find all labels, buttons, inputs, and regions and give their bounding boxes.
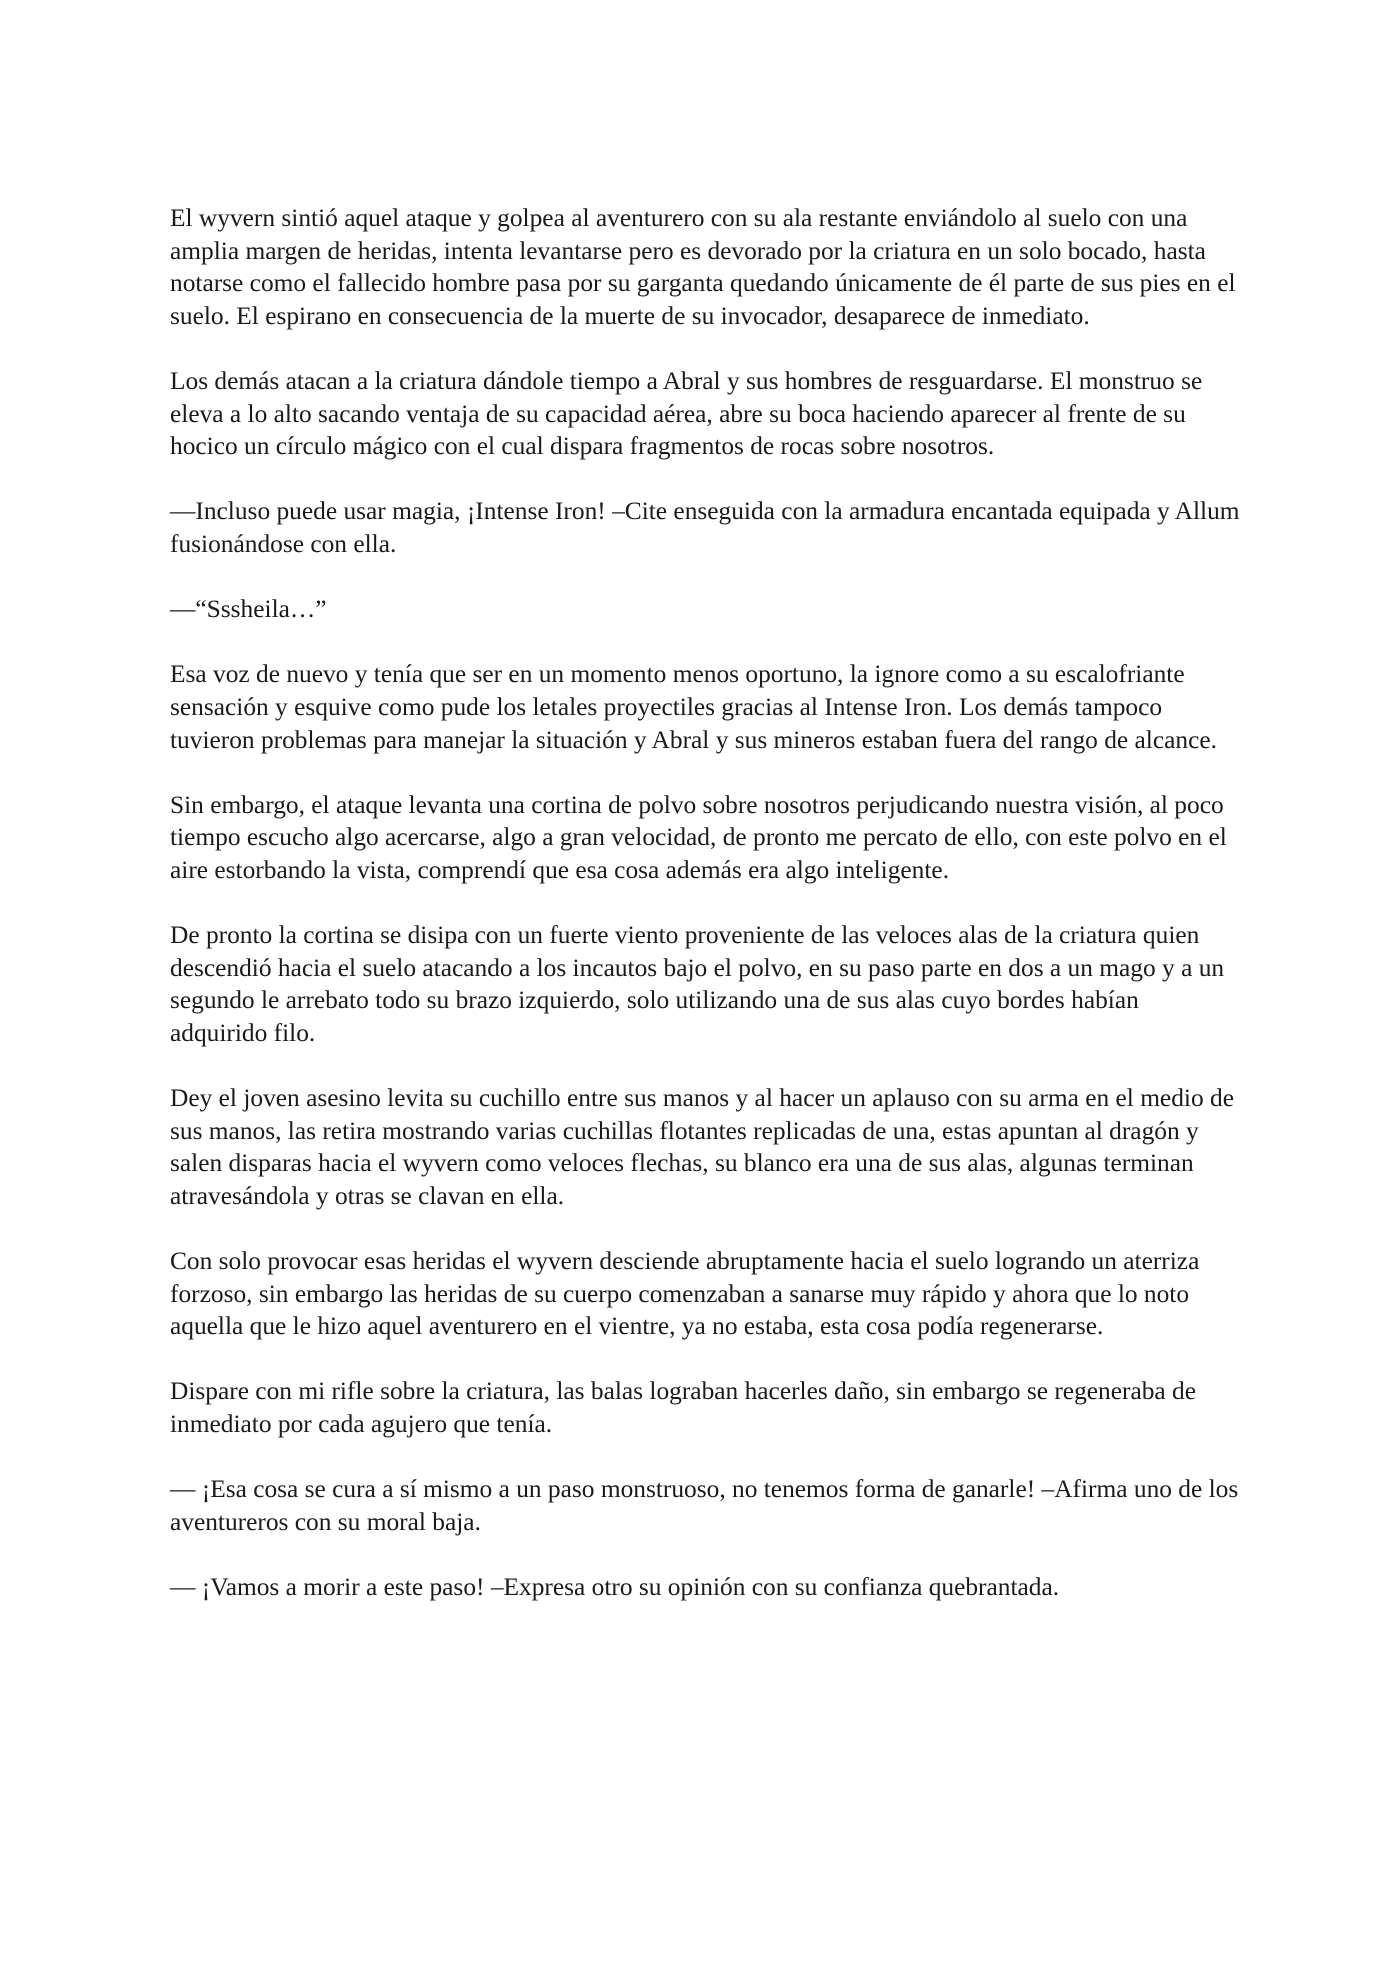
paragraph: De pronto la cortina se disipa con un fuerte viento proveniente de las veloces alas de la criatura quien descendió hacia el suelo atacando a los incautos bajo el polvo, en su paso parte en dos a un mago y a un segundo le arrebato todo su brazo izquierdo, solo utilizando una de sus alas cuyo bordes habían adquirido filo. xyxy=(170,921,1225,1047)
paragraph: Con solo provocar esas heridas el wyvern desciende abruptamente hacia el suelo logrando un aterriza forzoso, sin embargo las heridas de su cuerpo comenzaban a sanarse muy rápido y ahora que lo noto aquella que le hizo aquel aventurero en el vientre, ya no estaba, esta cosa podía regenerarse. xyxy=(170,1247,1200,1341)
paragraph: Sin embargo, el ataque levanta una cortina de polvo sobre nosotros perjudicando nuestra visión, al poco tiempo escucho algo acercarse, algo a gran velocidad, de pronto me percato de ello, con este polvo en el aire estorbando la vista, comprendí que esa cosa además era algo inteligente. xyxy=(170,790,1227,884)
dialogue-line: — ¡Esa cosa se cura a sí mismo a un paso monstruoso, no tenemos forma de ganarle! –Afirma uno de los aventureros con su moral baja. xyxy=(170,1475,1239,1536)
dialogue-line: —“Sssheila…” xyxy=(170,595,327,624)
paragraph: Los demás atacan a la criatura dándole tiempo a Abral y sus hombres de resguardarse. El monstruo se eleva a lo alto sacando ventaja de su capacidad aérea, abre su boca haciendo aparecer al frente de su hocico un círculo mágico con el cual dispara fragmentos de rocas sobre nosotros. xyxy=(170,366,1203,461)
dialogue-line: —Incluso puede usar magia, ¡Intense Iron! –Cite enseguida con la armadura encantada equipada y Allum fusionándose con ella. xyxy=(170,497,1240,558)
paragraph: Esa voz de nuevo y tenía que ser en un momento menos oportuno, la ignore como a su escalofriante sensación y esquive como pude los letales proyectiles gracias al Intense Iron. Los demás tampoco tuvieron problemas para manejar la situación y Abral y sus mineros estaban fuera del rango de alcance. xyxy=(170,660,1217,754)
dialogue-line: — ¡Vamos a morir a este paso! –Expresa otro su opinión con su confianza quebrantada. xyxy=(170,1572,1060,1601)
paragraph: El wyvern sintió aquel ataque y golpea al aventurero con su ala restante enviándolo al suelo con una amplia margen de heridas, intenta levantarse pero es devorado por la criatura en un solo bocado, hasta notarse como el fallecido hombre pasa por su garganta quedando únicamente de él parte de sus pies en el suelo. El espirano en consecuencia de la muerte de su invocador, desaparece de inmediato. xyxy=(170,204,1236,330)
body-text xyxy=(170,202,1242,1604)
paragraph: Dey el joven asesino levita su cuchillo entre sus manos y al hacer un aplauso con su arma en el medio de sus manos, las retira mostrando varias cuchillas flotantes replicadas de una, estas apuntan al dragón y salen disparas hacia el wyvern como veloces flechas, su blanco era una de sus alas, algunas terminan atravesándola y otras se clavan en ella. xyxy=(170,1084,1234,1210)
paragraph: Dispare con mi rifle sobre la criatura, las balas lograban hacerles daño, sin embargo se regeneraba de inmediato por cada agujero que tenía. xyxy=(170,1377,1197,1438)
